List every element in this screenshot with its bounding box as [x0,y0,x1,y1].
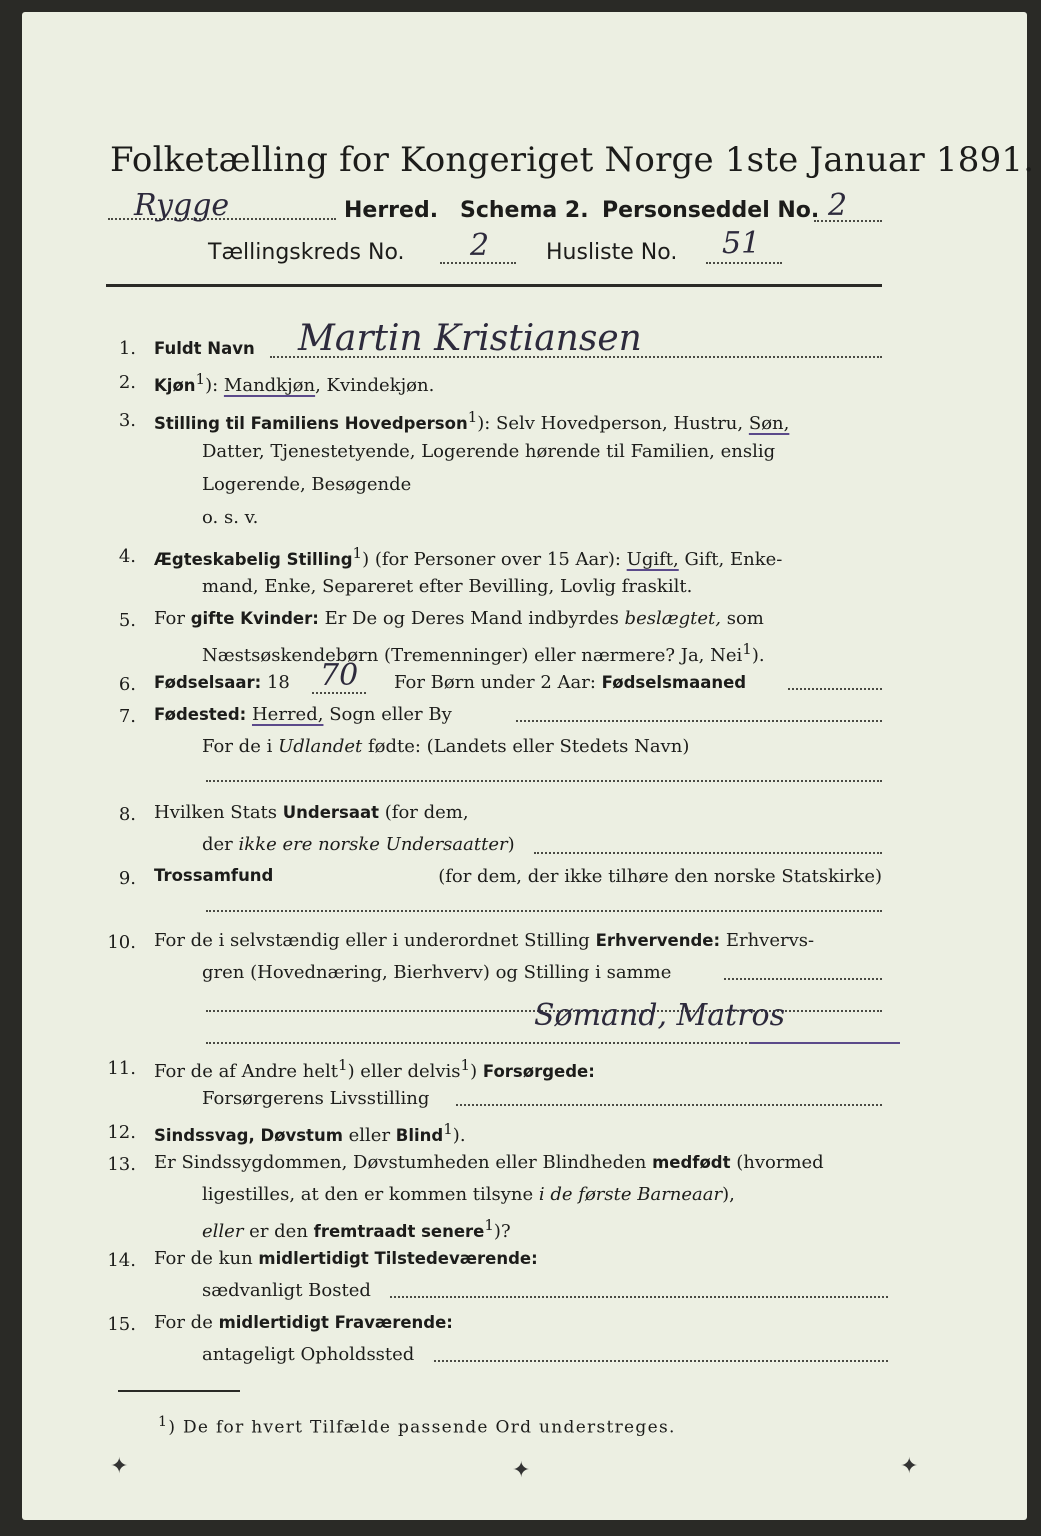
kreds-label: Tællingskreds No. [208,240,405,265]
fodested-option-herred: Herred, [251,704,324,725]
sindssvag-line [154,1120,466,1146]
gifte-line2-text: Næstsøskendebørn (Tremenninger) eller nærmere? Ja, Nei [202,645,743,666]
item-number: 11. [107,1058,136,1079]
medfodt-text: (hvormed [736,1152,824,1173]
undersaat-line [154,802,469,823]
census-form-page [22,12,1035,1520]
fodselsmaaned-dotted-line [788,688,882,690]
item-number: 2. [118,372,136,393]
schema-label: Schema 2. [460,198,589,223]
undersaat-text: (for dem, [384,802,469,823]
medfodt-pre: Er Sindssygdommen, Døvstumheden eller Blindheden [154,1152,647,1173]
stilling-line-4: o. s. v. [202,507,259,528]
undersaat-dotted-line [534,852,882,854]
tilstede-line [154,1248,538,1269]
undersaat-italic: ikke ere norske Undersaatter [238,834,508,855]
footnote-marker: 1 [484,1216,494,1234]
stilling-line [154,408,789,434]
husliste-value: 51 [722,226,761,261]
undersaat-line-2 [202,834,515,855]
erhverv-value-underline [750,1042,900,1044]
medfodt-line [154,1152,824,1173]
fodested-label: Fødested: [154,705,247,724]
fodselsmaaned-line [394,672,746,693]
gifte-italic: beslægtet, [624,608,721,629]
gifte-pre: For [154,608,185,629]
forsorgede-dotted-line [456,1104,882,1106]
medfodt-end: )? [493,1221,511,1242]
header-rule [106,284,882,287]
aegteskab-label: Ægteskabelig Stilling [154,550,353,569]
udlandet-pre: For de i [202,736,273,757]
undersaat-label: Undersaat [282,803,380,822]
aegteskab-option-ugift: Ugift, [626,549,679,570]
herred-value: Rygge [134,188,230,223]
footnote-text: ) De for hvert Tilfælde passende Ord understreges. [168,1417,676,1438]
corner-mark-icon: ✦ [512,1458,531,1483]
footnote-marker: 1 [158,1414,169,1430]
fravaerende-line [154,1312,453,1333]
aegteskab-text-2: Gift, Enke- [684,549,783,570]
item-number: 8. [118,804,136,825]
stilling-option-son: Søn, [748,413,790,434]
kjon-option-mandkjon: Mandkjøn [223,375,316,396]
fuldt-navn-label: Fuldt Navn [154,339,255,358]
sindssvag-label: Sindssvag, Døvstum [154,1126,343,1145]
gifte-kvinder-line [154,608,764,629]
item-number: 13. [107,1154,136,1175]
medfodt-line-3 [202,1216,511,1242]
trossamfund-dotted-line [206,910,882,912]
medfodt-italic: i de første Barneaar [538,1184,723,1205]
kjon-option-kvindekjon: , Kvindekjøn. [315,375,435,396]
tilstede-dotted-line [390,1296,888,1298]
kreds-value: 2 [470,228,490,263]
medfodt-line2-end: ), [722,1184,735,1205]
erhverv-text: Erhvervs- [725,930,815,951]
gifte-kvinder-label: gifte Kvinder: [190,609,319,628]
erhverv-dotted-line-2 [724,978,882,980]
item-number: 1. [118,338,136,359]
udlandet-italic: Udlandet [278,736,363,757]
item-number: 5. [118,610,136,631]
gifte-text-2: som [726,608,764,629]
erhverv-line [154,930,814,951]
item-number: 7. [118,706,136,727]
trossamfund-line [154,866,882,887]
sindssvag-end: ). [452,1125,466,1146]
forsorgede-line-2: Forsørgerens Livsstilling [202,1088,430,1109]
personseddel-value: 2 [828,188,848,223]
trossamfund-label: Trossamfund [154,866,274,885]
tilstede-label: midlertidigt Tilstedeværende: [258,1249,538,1268]
erhverv-pre: For de i selvstændig eller i underordnet Stilling [154,930,590,951]
kjon-separator: ): [205,375,219,396]
item-number: 14. [107,1250,136,1271]
corner-mark-icon: ✦ [900,1454,919,1479]
stilling-line-2: Datter, Tjenestetyende, Logerende hørende til Familien, enslig [202,441,776,462]
item-number: 15. [107,1314,136,1335]
gifte-kvinder-line-2 [202,640,765,666]
medfodt-italic-2: eller [202,1221,244,1242]
aegteskab-line [154,544,782,570]
stilling-line-3: Logerende, Besøgende [202,474,412,495]
footnote-marker: 1 [460,1056,471,1074]
fodested-line [154,704,452,725]
fravaerende-pre: For de [154,1312,213,1333]
erhverv-value: Sømand, Matros [534,998,786,1033]
fodselsmaaned-label: Fødselsmaaned [601,673,747,692]
medfodt-line2-text: ligestilles, at den er kommen tilsyne [202,1184,534,1205]
fremtraadt-label: fremtraadt senere [313,1222,485,1241]
undersaat-pre: Hvilken Stats [154,802,278,823]
tilstede-line-2: sædvanligt Bosted [202,1280,371,1301]
husliste-dotted-line [706,262,782,264]
aegteskab-line-2: mand, Enke, Separeret efter Bevilling, Lovlig fraskilt. [202,576,693,597]
footnote-marker: 1 [338,1056,348,1074]
medfodt-label: medfødt [652,1153,731,1172]
forsorgede-pre: For de af Andre helt [154,1061,339,1082]
forsorgede-mid: ) eller delvis [347,1061,461,1082]
undersaat-pre-2: der [202,834,233,855]
gifte-end: ). [751,645,765,666]
blind-label: Blind [395,1126,444,1145]
tilstede-pre: For de kun [154,1248,253,1269]
fodselsaar-prefix: 18 [266,672,290,693]
form-title: Folketælling for Kongeriget Norge 1ste Januar 1891. [110,140,1035,180]
kjon-line [154,370,434,396]
item-number: 9. [118,868,136,889]
erhverv-label: Erhvervende: [595,931,721,950]
fravaerende-label: midlertidigt Fraværende: [218,1313,453,1332]
forsorgede-line [154,1056,595,1082]
fodselsmaaned-text: For Børn under 2 Aar: [394,672,596,693]
forsorgede-mid-2: ) [470,1061,478,1082]
husliste-label: Husliste No. [546,240,678,265]
fravaerende-line-2: antageligt Opholdssted [202,1344,415,1365]
fodselsaar-line [154,672,290,693]
kjon-label: Kjøn [154,376,196,395]
item-number: 4. [118,546,136,567]
fravaerende-dotted-line [434,1360,888,1362]
fodselsaar-label: Fødselsaar: [154,673,262,692]
udlandet-text: fødte: (Landets eller Stedets Navn) [367,736,690,757]
fodested-dotted-line [516,720,882,722]
personseddel-label: Personseddel No. [602,198,820,223]
fuldt-navn-value: Martin Kristiansen [298,318,642,359]
footnote-marker: 1 [195,370,206,388]
item-number: 6. [118,674,136,695]
stilling-options: ): Selv Hovedperson, Hustru, [477,413,744,434]
forsorgede-label: Forsørgede: [482,1062,595,1081]
fodested-text: Sogn eller By [329,704,452,725]
aegteskab-text: ) (for Personer over 15 Aar): [362,549,621,570]
footnote [158,1414,676,1438]
item-number: 10. [107,932,136,953]
item-number: 12. [107,1122,136,1143]
udlandet-dotted-line [206,780,882,782]
udlandet-line [202,736,689,757]
item-number: 3. [118,410,136,431]
sindssvag-mid: eller [348,1125,391,1146]
personseddel-dotted-line [814,220,882,222]
footnote-marker: 1 [467,408,478,426]
herred-label: Herred. [344,198,439,223]
gifte-text: Er De og Deres Mand indbyrdes [324,608,619,629]
corner-mark-icon: ✦ [110,1454,129,1479]
footnote-rule [118,1390,240,1392]
stilling-label: Stilling til Familiens Hovedperson [154,414,468,433]
medfodt-line3-text: er den [249,1221,308,1242]
undersaat-end: ) [507,834,515,855]
footnote-marker: 1 [742,640,752,658]
fodselsaar-value: 70 [320,658,359,693]
erhverv-line-2: gren (Hovednæring, Bierhverv) og Stilling i samme [202,962,672,983]
medfodt-line-2 [202,1184,735,1205]
footnote-marker: 1 [352,544,363,562]
footnote-marker: 1 [443,1120,453,1138]
trossamfund-text: (for dem, der ikke tilhøre den norske Statskirke) [438,866,882,887]
